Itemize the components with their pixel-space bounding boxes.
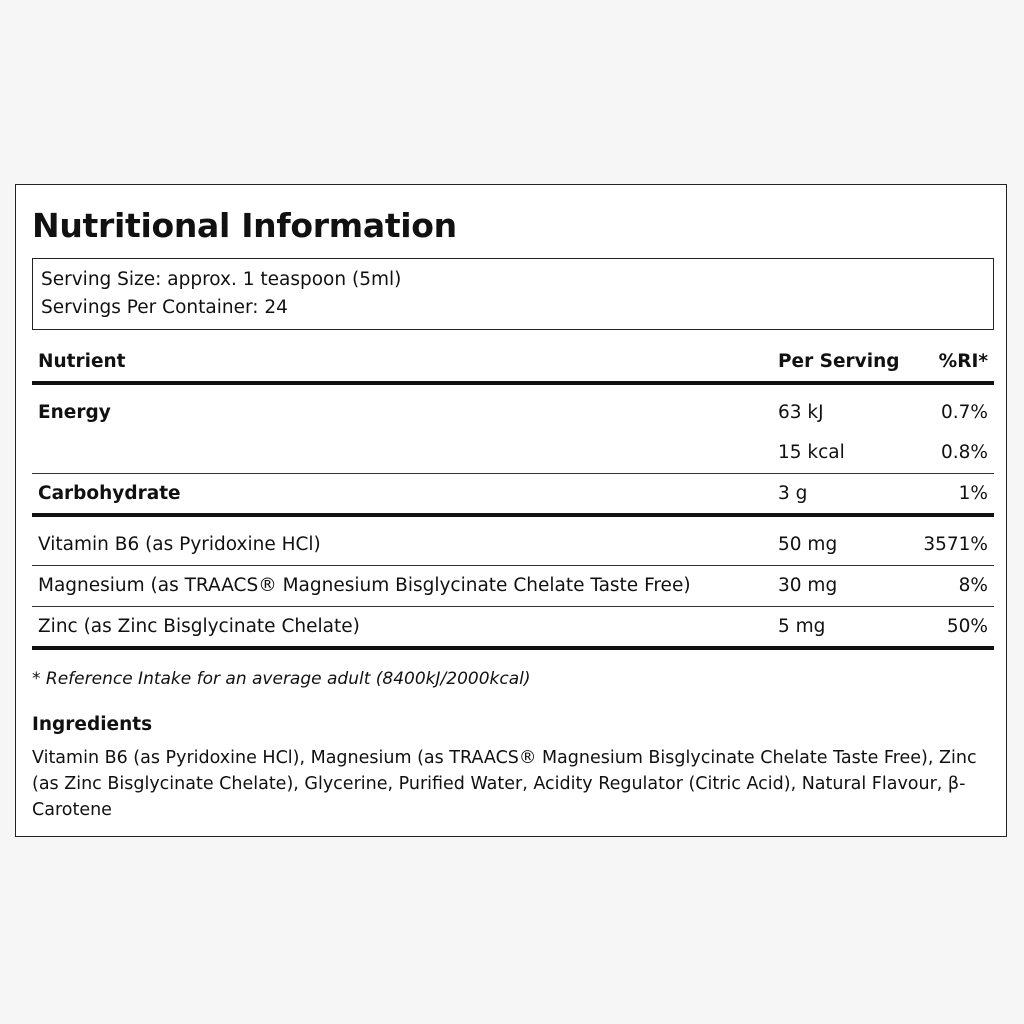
ri-value: 0.7% [941,402,988,423]
ri-value: 8% [958,575,988,596]
ingredients-text: Vitamin B6 (as Pyridoxine HCl), Magnesium (as TRAACS® Magnesium Bisglycinate Chelate Taste Free), Zinc (as Zinc Bisglycinate Chelate), Glycerine, Purified Water, Acidity Regulator (Citric Acid), Natural Flavour, β-Carotene [32,748,977,820]
header-nutrient: Nutrient [38,351,126,372]
header-per-serving: Per Serving [778,351,900,372]
ri-value: 50% [946,616,988,637]
row-divider [32,565,994,566]
row-divider [32,473,994,474]
nutrient-name: Energy [38,402,111,423]
nutrient-name: Vitamin B6 (as Pyridoxine HCl) [38,534,321,555]
ri-footnote: * Reference Intake for an average adult (8400kJ/2000kcal) [32,669,531,689]
per-serving-value: 5 mg [778,616,826,637]
header-ri: %RI* [938,351,988,372]
serving-size: Serving Size: approx. 1 teaspoon (5ml) [41,269,402,290]
ri-value: 3571% [923,534,988,555]
ri-value: 0.8% [941,442,988,463]
serving-info-box [32,258,994,330]
per-serving-value: 30 mg [778,575,838,596]
nutrient-name: Carbohydrate [38,483,181,504]
header-divider [32,381,994,385]
table-bottom-divider [32,646,994,650]
nutrient-name: Zinc (as Zinc Bisglycinate Chelate) [38,616,360,637]
ri-value: 1% [958,483,988,504]
per-serving-value: 63 kJ [778,402,824,423]
nutrient-name: Magnesium (as TRAACS® Magnesium Bisglycinate Chelate Taste Free) [38,575,691,596]
per-serving-value: 50 mg [778,534,838,555]
nutrition-panel [15,184,1007,837]
row-divider [32,606,994,607]
section-divider [32,513,994,517]
servings-per-container: Servings Per Container: 24 [41,297,288,318]
per-serving-value: 15 kcal [778,442,845,463]
panel-title: Nutritional Information [32,206,457,245]
ingredients-heading: Ingredients [32,714,153,735]
per-serving-value: 3 g [778,483,808,504]
